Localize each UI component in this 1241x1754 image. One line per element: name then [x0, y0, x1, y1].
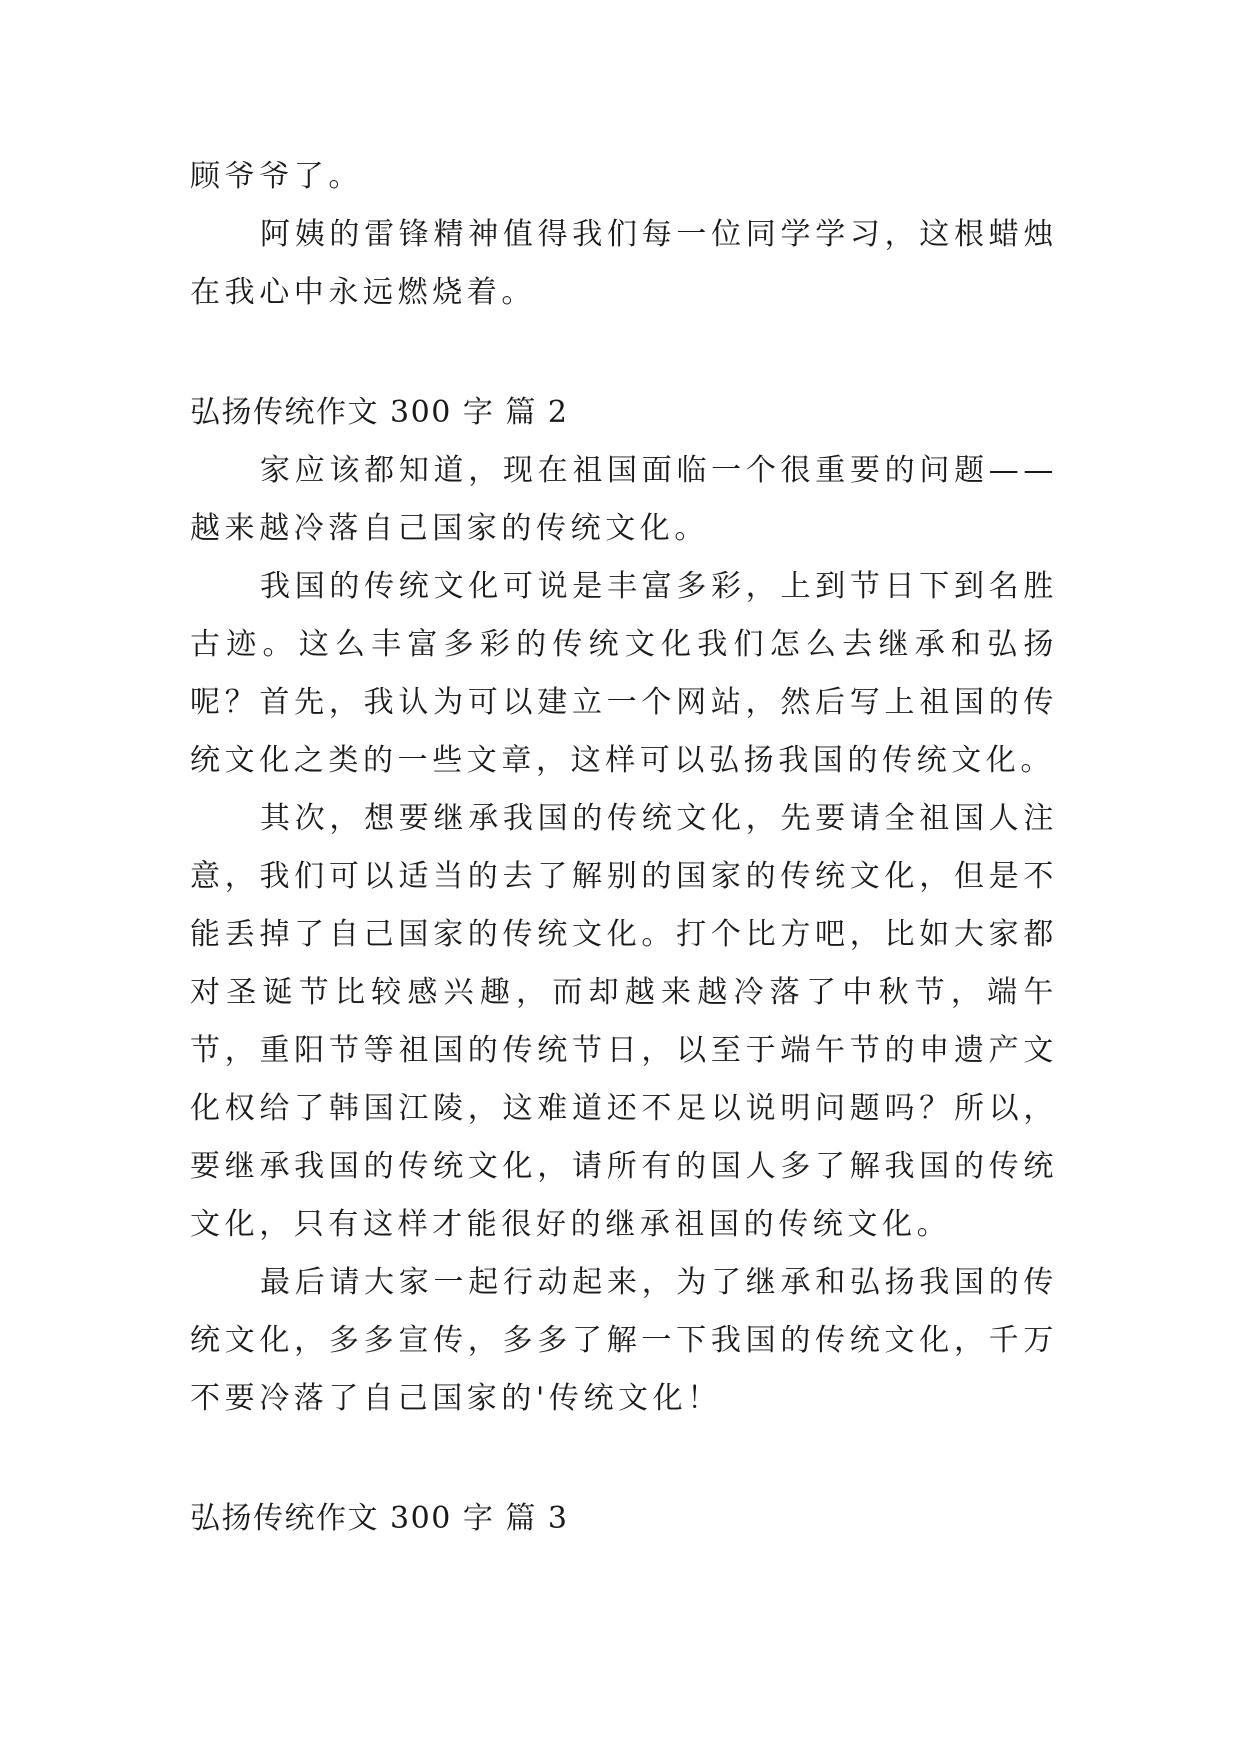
- document-page: [190, 148, 1058, 1548]
- paragraph-continuation: 顾爷爷了。: [190, 159, 363, 194]
- paragraph: 其次，想要继承我国的传统文化，先要请全祖国人注意，我们可以适当的去了解别的国家的传统文化，但是不能丢掉了自己国家的传统文化。打个比方吧，比如大家都对圣诞节比较感兴趣，而却越来越冷落了中秋节，端午节，重阳节等祖国的传统节日，以至于端午节的申遗产文化权给了韩国江陵，这难道还不足以说明问题吗？所以，要继承我国的传统文化，请所有的国人多了解我国的传统文化，只有这样才能很好的继承祖国的传统文化。: [190, 801, 1058, 1242]
- section-heading: 弘扬传统作文 300 字 篇 3: [190, 1501, 569, 1536]
- section-gap: [190, 322, 1058, 384]
- paragraph: 家应该都知道，现在祖国面临一个很重要的问题——越来越冷落自己国家的传统文化。: [190, 453, 1058, 546]
- paragraph: 我国的传统文化可说是丰富多彩，上到节日下到名胜古迹。这么丰富多彩的传统文化我们怎么去继承和弘扬呢？首先，我认为可以建立一个网站，然后写上祖国的传统文化之类的一些文章，这样可以弘扬我国的传统文化。: [190, 569, 1058, 778]
- section-gap: [190, 1428, 1058, 1490]
- paragraph: 阿姨的雷锋精神值得我们每一位同学学习，这根蜡烛在我心中永远燃烧着。: [190, 217, 1058, 310]
- section-heading: 弘扬传统作文 300 字 篇 2: [190, 395, 569, 430]
- paragraph: 最后请大家一起行动起来，为了继承和弘扬我国的传统文化，多多宣传，多多了解一下我国的传统文化，千万不要冷落了自己国家的'传统文化！: [190, 1265, 1058, 1416]
